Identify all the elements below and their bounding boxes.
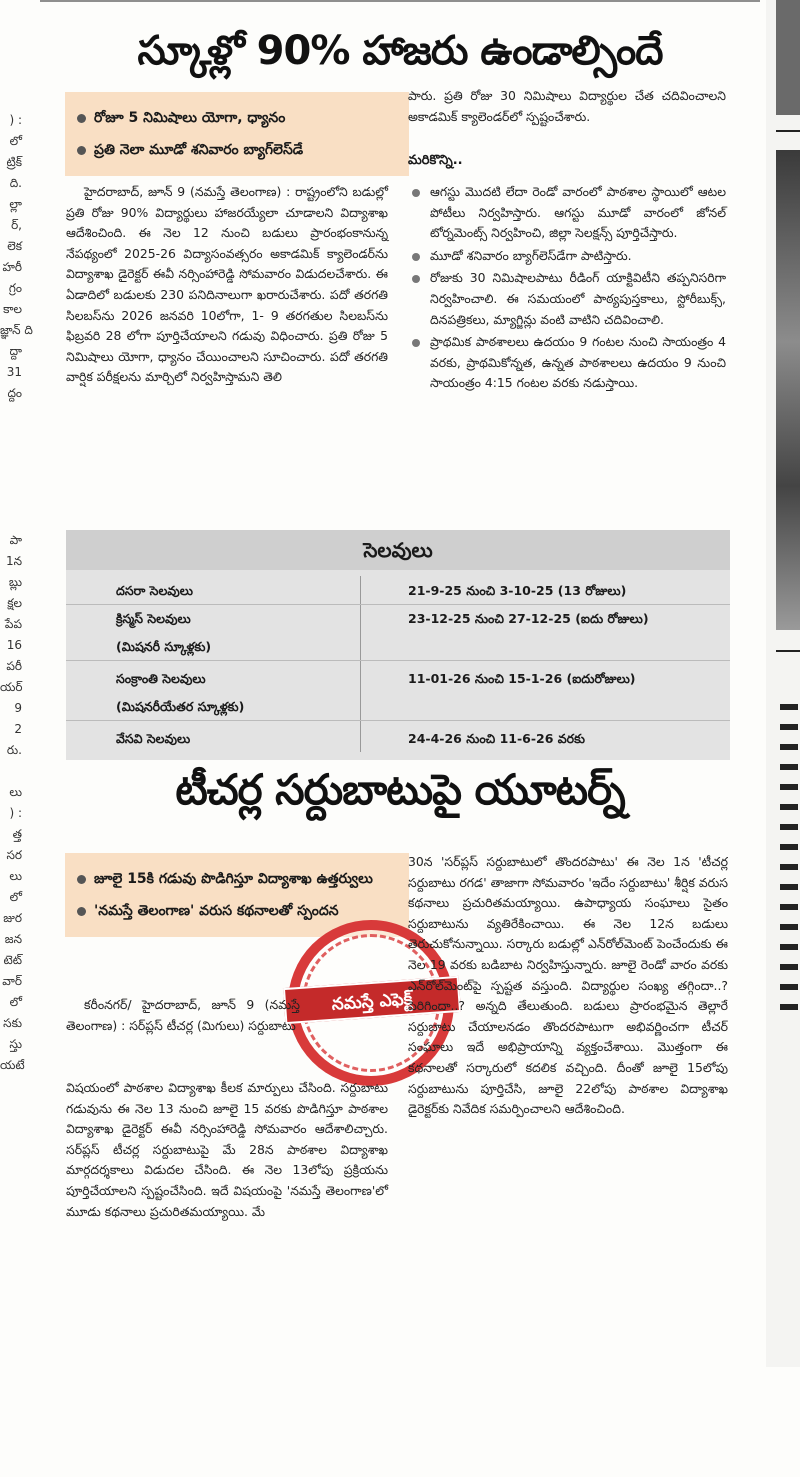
edge-fragment: ద్దం (7, 386, 22, 400)
table-row: దసరా సెలవులు 21-9-25 నుంచి 3-10-25 (13 రోజులు) (66, 578, 730, 605)
right-column-edge (766, 0, 800, 1367)
table-row: క్రిస్మస్ సెలవులు 23-12-25 నుంచి 27-12-25 (ఐదు రోజులు) (116, 611, 649, 626)
bullet-icon (77, 114, 86, 123)
table-row: వేసవి సెలవులు 24-4-26 నుంచి 11-6-26 వరకు (116, 731, 585, 746)
article1-body-continued: పారు. ప్రతి రోజు 30 నిమిషాలు విద్యార్థుల చేత చదివించాలని అకాడమిక్ క్యాలెండర్‌లో స్పష్టంచేశారు. (408, 88, 726, 124)
edge-fragment: 31 (6, 365, 22, 379)
edge-fragment: 2 (14, 722, 22, 736)
top-cut-line (40, 0, 760, 8)
edge-fragment: త్త (12, 827, 22, 841)
table-row: (మిషనరీయేతర స్కూళ్లకు) (66, 694, 730, 721)
highlight-item: 'నమస్తే తెలంగాణ' వరుస కథనాలతో స్పందన (77, 895, 397, 927)
highlight-item: ప్రతి నెలా మూడో శనివారం బ్యాగ్‌లెస్‌డే (77, 134, 397, 166)
edge-fragment: యటే (0, 1058, 25, 1072)
edge-fragment: జుర (3, 911, 22, 925)
edge-fragment: 16 (6, 638, 22, 652)
edge-fragment: క్షల (7, 596, 22, 610)
left-column-edge-text (0, 0, 33, 1477)
edge-fragment (0, 509, 24, 530)
edge-fragment: ల్లా (9, 197, 22, 211)
edge-rule (776, 130, 800, 132)
table-row: (మిషనరీ స్కూళ్లకు) (66, 634, 730, 661)
holidays-table (66, 530, 730, 760)
stamp-label: నమస్తే ఎఫెక్ట్ (283, 976, 461, 1024)
article2-body-continued: 30న 'సర్‌ప్లస్ సర్దుబాటులో తొందరపాటు' ఈ నెల 1న 'టీచర్ల సర్దుబాటు రగడ' తాజాగా సోమవారం 'ఇదేం సర్దుబాటు' శీర్షిక వరుస కథనాలు ప్రచురితమయ్యాయి. ఉపాధ్యాయ సంఘాలు సైతం సర్దుబాటును వ్యతిరేకించాయి. ఈ నెల 12న బడులు తెరుచుకోనున్నాయి. సర్కారు బడుల్లో ఎన్‌రోల్‌మెంట్ పెంచేందుకు ఈ నెల 19 వరకు బడిబాట నిర్వహిస్తున్నారు. జూలై రెండో వారం వరకు ఎన్‌రోల్‌మెంట్‌పై స్పష్టత వస్తుంది. విద్యార్థుల సంఖ్య తగ్గిందా..? పెరిగిందా..? అన్నది తేలుతుంది. బడులు ప్రారంభమైన తెల్లారే సర్దుబాటు చేయాలనడం తొందరపాటుగా అభివర్ణించగా టీచర్ సంఘాలు ఇదే అభిప్రాయాన్ని వ్యక్తంచేశాయి. మొత్తంగా ఈ కథనాలతో సర్కారులో కదలిక వచ్చింది. దీంతో జూలై 15లోపు సర్దుబాటును పూర్తిచేసి, జూలై 22లోపు పాఠశాల విద్యాశాఖ డైరెక్టర్‌కు నివేదిక సమర్పించాలని ఆదేశించింది. (408, 854, 728, 1117)
edge-fragment: రు. (6, 743, 22, 757)
edge-fragment: బ్లు (8, 575, 22, 589)
edge-fragment (0, 446, 24, 467)
edge-fragment: సకు (3, 1016, 22, 1030)
edge-fragment: టెట్ (3, 953, 22, 967)
edge-fragment: ) : (9, 806, 22, 820)
edge-fragment: ది. (9, 176, 22, 190)
edge-fragment: ) : (9, 113, 22, 127)
bullet-icon (77, 907, 86, 916)
edge-fragment: లో (9, 995, 22, 1009)
edge-fragment: జన (4, 932, 22, 946)
edge-fragment: 9 (14, 701, 22, 715)
edge-fragment (0, 488, 24, 509)
edge-photo-middle (776, 150, 800, 630)
bullet-icon (77, 146, 86, 155)
edge-fragment: ట్రిక్ (6, 155, 22, 169)
highlight-item: రోజూ 5 నిమిషాలు యోగా, ధ్యానం (77, 102, 397, 134)
edge-fragment: సర (6, 848, 22, 862)
edge-fragment: లో (9, 890, 22, 904)
article2-body-intro: కరీంనగర్/ హైదరాబాద్, జూన్ 9 (నమస్తే తెలంగాణ) : సర్‌ప్లస్ టీచర్ల (మిగులు) సర్దుబాటు (66, 997, 300, 1033)
bullet-icon (77, 875, 86, 884)
edge-fragment: ర్, (11, 218, 22, 232)
edge-fragment: లు (9, 869, 22, 883)
headline-teacher-uturn: టీచర్ల సర్దుబాటుపై యూటర్న్ (175, 765, 625, 814)
list-item: ప్రాథమిక పాఠశాలలు ఉదయం 9 గంటల నుంచి సాయంత్రం 4 వరకు, ప్రాథమికోన్నత, ఉన్నత పాఠశాలలు ఉదయం 9 నుంచి సాయంత్రం 4:15 గంటల వరకు నడుస్తాయి. (408, 332, 726, 394)
edge-fragment: లో (9, 134, 22, 148)
headline-attendance: స్కూళ్లో 90% హాజరు ఉండాల్సిందే (137, 28, 663, 74)
list-item: మూడో శనివారం బ్యాగ్‌లెస్‌డేగా పాటిస్తారు. (408, 246, 726, 267)
edge-fragment: పా (9, 533, 22, 547)
edge-fragment: యర్ (0, 680, 23, 694)
highlight-item: జూలై 15కి గడువు పొడిగిస్తూ విద్యాశాఖ ఉత్తర్వులు (77, 863, 397, 895)
edge-fragment: వార్ (2, 974, 22, 988)
edge-rule (776, 650, 800, 652)
edge-fragment (0, 425, 24, 446)
edge-fragment: హరీ (2, 260, 22, 274)
holidays-title: సెలవులు (66, 530, 730, 570)
edge-fragment: లు (9, 785, 22, 799)
highlight-box-attendance (65, 92, 409, 176)
edge-fragment: 1న (5, 554, 22, 568)
edge-text-bars (780, 690, 798, 1024)
edge-fragment: లెక (7, 239, 22, 253)
article1-body: హైదరాబాద్, జూన్ 9 (నమస్తే తెలంగాణ) : రాష్ట్రంలోని బడుల్లో ప్రతి రోజు 90% విద్యార్థులు హాజరయ్యేలా చూడాలని విద్యాశాఖ ఆదేశించింది. ఈ నెల 12 నుంచి బడులు ప్రారంభంకానున్న నేపథ్యంలో 2025-26 విద్యాసంవత్సరం అకాడమిక్ క్యాలెండర్‌ను విద్యాశాఖ డైరెక్టర్ ఈవీ నర్సింహారెడ్డి సోమవారం విడుదలచేశారు. ఈ ఏడాదిలో బడులకు 230 పనిదినాలుగా ఖరారుచేశారు. పదో తరగతి సిలబస్‌ను 2026 జనవరి 10లోగా, 1- 9 తరగతుల సిలబస్‌ను ఫిబ్రవరి 28 లోగా పూర్తిచేయాలని గడువు విధించారు. ప్రతి రోజు 5 నిమిషాలు యోగా, ధ్యానం చేయించాలని సూచించారు. పదో తరగతి వార్షిక పరీక్షలను మార్చిలో నిర్వహిస్తామని తెలి (66, 184, 388, 385)
article1-subhead: మరికొన్ని.. (408, 153, 463, 168)
article1-bullet-list (408, 182, 726, 396)
edge-fragment: పరీ (6, 659, 22, 673)
edge-fragment (0, 467, 24, 488)
edge-fragment: ద్దా (9, 344, 22, 358)
list-item: రోజుకు 30 నిమిషాలపాటు రీడింగ్ యాక్టివిటీని తప్పనిసరిగా నిర్వహించాలి. ఈ సమయంలో పాఠ్యపుస్తకాలు, స్టోరీబుక్స్, దినపత్రికలు, మ్యాగ్జిన్లు వంటి వాటిని చదివించాలి. (408, 268, 726, 330)
edge-fragment: గ్రం (8, 281, 22, 295)
edge-fragment (0, 404, 24, 425)
edge-fragment: కాల (3, 302, 22, 316)
table-row: సంక్రాంతి సెలవులు 11-01-26 నుంచి 15-1-26 (ఐదురోజులు) (116, 671, 636, 686)
article2-body: విషయంలో పాఠశాల విద్యాశాఖ కీలక మార్పులు చేసింది. సర్దుబాటు గడువును ఈ నెల 13 నుంచి జూలై 15 వరకు పొడిగిస్తూ పాఠశాల విద్యాశాఖ డైరెక్టర్ ఈవీ నర్సింహారెడ్డి సోమవారం ఆదేశాలిచ్చారు. సర్‌ప్లస్ టీచర్ల సర్దుబాటుపై మే 28న పాఠశాల విద్యాశాఖ మార్గదర్శకాలు విడుదల చేసింది. ఈ నెల 13లోపు ప్రక్రియను పూర్తిచేయాలని స్పష్టంచేసింది. ఇదే విషయంపై 'నమస్తే తెలంగాణ'లో మూడు కథనాలు ప్రచురితమయ్యాయి. మే (66, 1080, 388, 1219)
list-item: ఆగస్టు మొదటి లేదా రెండో వారంలో పాఠశాల స్థాయిలో ఆటల పోటీలు నిర్వహిస్తారు. ఆగస్టు మూడో వారంలో జోనల్ టోర్నమెంట్స్ నిర్వహించి, జిల్లా సెలక్షన్స్ పూర్తిచేస్తారు. (408, 182, 726, 244)
edge-fragment: జ్ఞాన్ ది (0, 323, 33, 337)
edge-fragment: స్తు (9, 1037, 22, 1051)
edge-fragment: పేప (4, 617, 22, 631)
